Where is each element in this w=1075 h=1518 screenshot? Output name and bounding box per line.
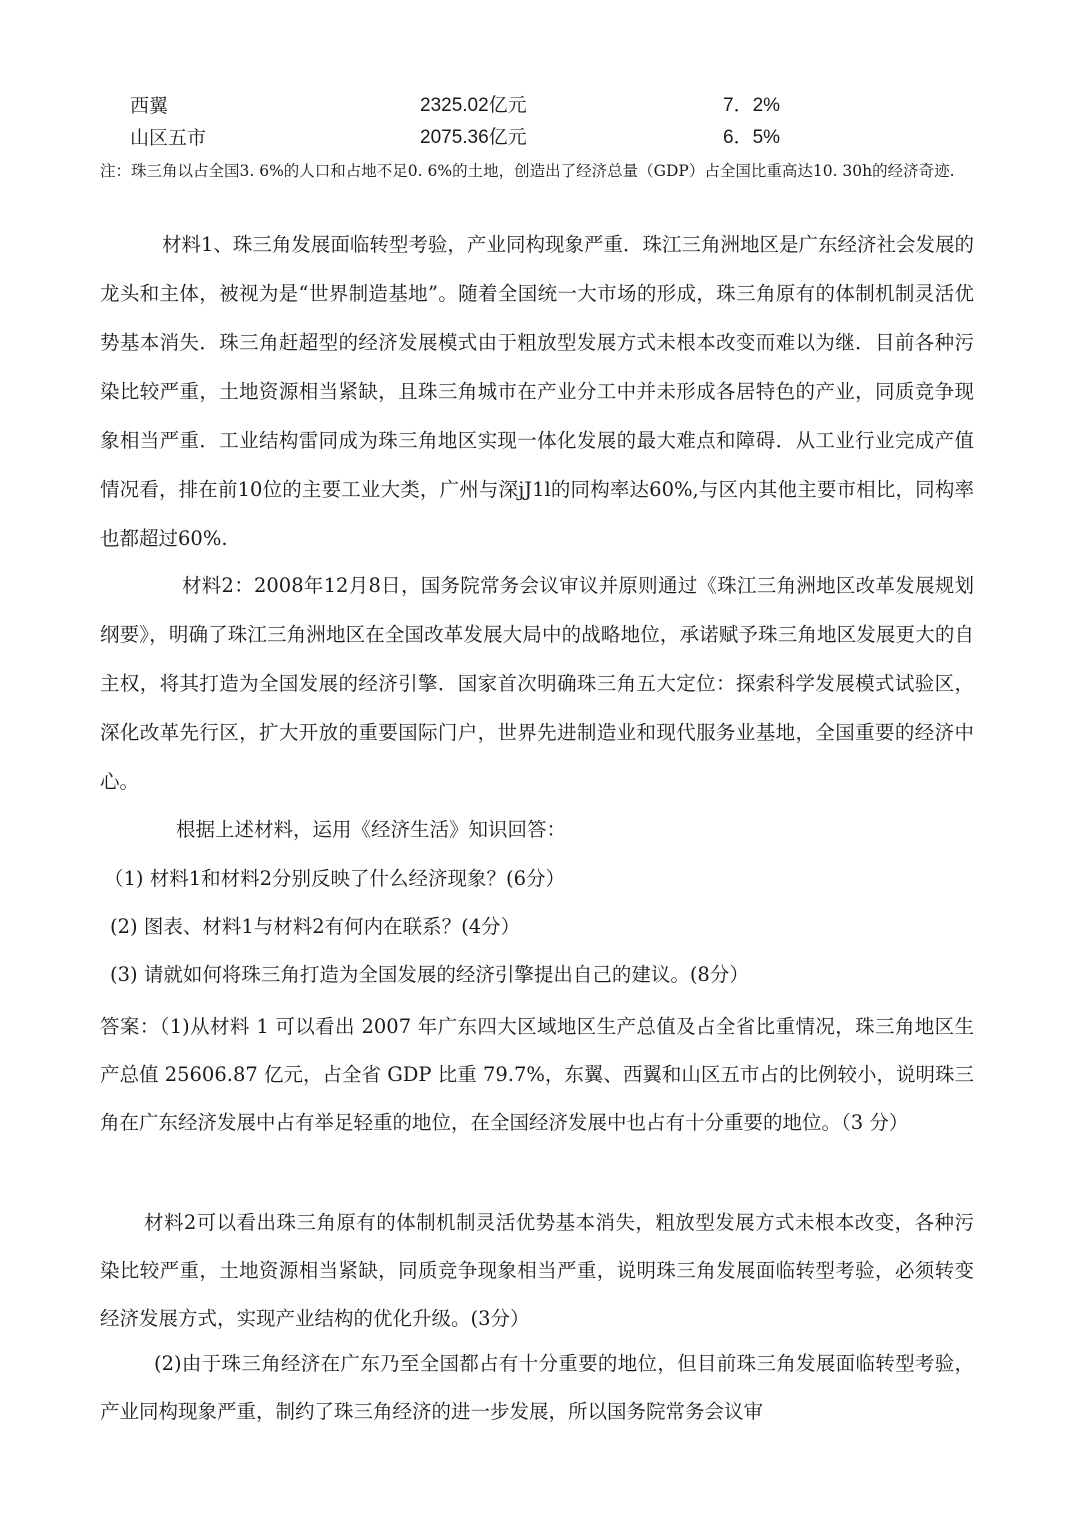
answer-part-2: 材料2可以看出珠三角原有的体制机制灵活优势基本消失，粗放型发展方式未根本改变，各种污染比较严重，土地资源相当紧缺，同质竞争现象相当严重，说明珠三角发展面临转型考验，必须转变经济发展方式，实现产业结构的优化升级。(3分） — [100, 1211, 974, 1330]
question-prompt: 根据上述材料，运用《经济生活》知识回答： — [176, 818, 567, 841]
region-name: 山区五市 — [130, 127, 207, 149]
answer-part-1: 答案：（1)从材料 1 可以看出 2007 年广东四大区域地区生产总值及占全省比重情况，珠三角地区生产总值 25606.87 亿元，占全省 GDP 比重 79.7%，东翼、西翼和山区五市占的比例较小，说明珠三角在广东经济发展中占有举足轻重的地位，在全国经济发展中也占有十分重要的地位。（3 分） — [100, 1015, 974, 1134]
region-share: 7．2% — [723, 95, 781, 116]
region-gdp: 2325.02亿元 — [420, 95, 527, 116]
region-gdp: 2075.36亿元 — [420, 127, 527, 148]
question-1: （1) 材料1和材料2分别反映了什么经济现象？(6分） — [104, 867, 566, 890]
material-1: 材料1、珠三角发展面临转型考验，产业同构现象严重．珠江三角洲地区是广东经济社会发展的龙头和主体，被视为是“世界制造基地”。随着全国统一大市场的形成，珠三角原有的体制机制灵活优势基本消失．珠三角赶超型的经济发展模式由于粗放型发展方式未根本改变而难以为继．目前各种污染比较严重，土地资源相当紧缺，且珠三角城市在产业分工中并未形成各居特色的产业，同质竞争现象相当严重．工业结构雷同成为珠三角地区实现一体化发展的最大难点和障碍．从工业行业完成产值情况看，排在前10位的主要工业大类，广州与深jJ1l的同构率达60%,与区内其他主要市相比，同构率也都超过60%. — [100, 233, 974, 550]
region-name: 西翼 — [130, 95, 169, 117]
question-3: (3) 请就如何将珠三角打造为全国发展的经济引擎提出自己的建议。(8分） — [110, 963, 749, 986]
table-note: 注：珠三角以占全国3. 6%的人口和占地不足0. 6%的土地，创造出了经济总量（GDP）占全国比重高达10. 30h的经济奇迹. — [100, 162, 955, 180]
question-2: (2) 图表、材料1与材料2有何内在联系？(4分） — [110, 915, 521, 938]
region-share: 6．5% — [723, 127, 781, 148]
material-2: 材料2：2008年12月8日，国务院常务会议审议并原则通过《珠江三角洲地区改革发展规划纲要》，明确了珠江三角洲地区在全国改革发展大局中的战略地位，承诺赋予珠三角地区发展更大的自主权，将其打造为全国发展的经济引擎．国家首次明确珠三角五大定位：探索科学发展模式试验区，深化改革先行区，扩大开放的重要国际门户，世界先进制造业和现代服务业基地，全国重要的经济中心。 — [100, 574, 974, 793]
answer-part-3: (2)由于珠三角经济在广东乃至全国都占有十分重要的地位，但目前珠三角发展面临转型考验，产业同构现象严重，制约了珠三角经济的进一步发展，所以国务院常务会议审 — [100, 1352, 974, 1423]
